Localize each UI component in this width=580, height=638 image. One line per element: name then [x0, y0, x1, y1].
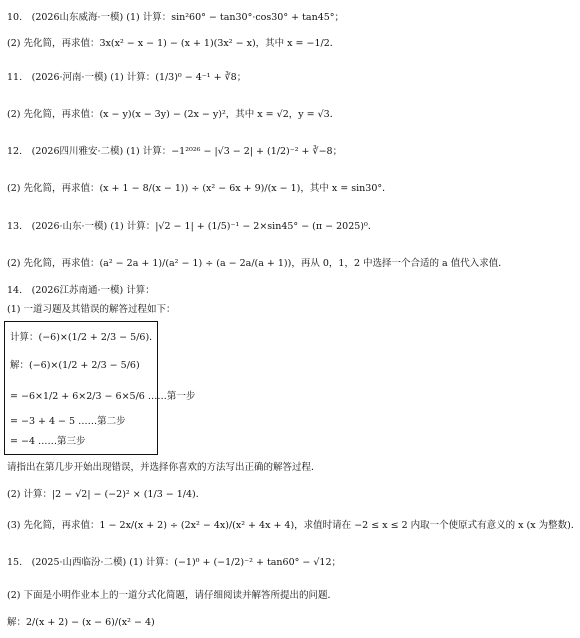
worked-solution-box [4, 321, 196, 455]
q13-part1: 13. (2026·山东·一模) (1) 计算：|√2 − 1| + (1/5)⁻¹ − 2×sin45° − (π − 2025)⁰． [7, 221, 378, 232]
box-line: = −3 + 4 − 5 ……第二步 [10, 416, 126, 427]
q15-part1: 15. (2025·山西临汾·二模) (1) 计算：(−1)⁰ + (−1/2)⁻² + tan60° − √12； [7, 557, 342, 568]
q11-part2: (2) 先化简，再求值：(x − y)(x − 3y) − (2x − y)²，其中 x = √2，y = √3． [7, 109, 340, 120]
q14-sub3: (3) 先化简，再求值：1 − 2x/(x + 2) ÷ (2x² − 4x)/(x² + 4x + 4)，求值时请在 −2 ≤ x ≤ 2 内取一个使原式有意义的 x (x 为整数)． [7, 520, 580, 531]
q14-header: 14. (2026江苏南通·一模) 计算： [7, 285, 155, 296]
q14-instruction: 请指出在第几步开始出现错误，并选择你喜欢的方法写出正确的解答过程． [7, 462, 321, 473]
box-line: = −4 ……第三步 [10, 436, 86, 447]
q10-part2: (2) 先化简，再求值：3x(x² − x − 1) − (x + 1)(3x² − x)，其中 x = −1/2． [7, 38, 340, 49]
q11-part1: 11. (2026·河南·一模) (1) 计算：(1/3)⁰ − 4⁻¹ + ∛8； [7, 72, 247, 83]
q15-part2: (2) 下面是小明作业本上的一道分式化简题，请仔细阅读并解答所提出的问题． [7, 590, 337, 601]
box-line: 解：(−6)×(1/2 + 2/3 − 5/6) [10, 360, 140, 371]
q14-sub2: (2) 计算：|2 − √2| − (−2)² × (1/3 − 1/4)． [7, 489, 206, 500]
box-line: 计算：(−6)×(1/2 + 2/3 − 5/6)． [10, 332, 159, 343]
q10-part1: 10. (2026山东威海·一模) (1) 计算：sin²60° − tan30°·cos30° + tan45°； [7, 12, 345, 23]
box-line: = −6×1/2 + 6×2/3 − 6×5/6 ……第一步 [10, 391, 196, 402]
q15-solution-start: 解：2/(x + 2) − (x − 6)/(x² − 4) [7, 617, 155, 628]
q12-part2: (2) 先化简，再求值：(x + 1 − 8/(x − 1)) ÷ (x² − 6x + 9)/(x − 1)，其中 x = sin30°． [7, 183, 392, 194]
q13-part2: (2) 先化简，再求值：(a² − 2a + 1)/(a² − 1) ÷ (a − 2a/(a + 1))，再从 0，1，2 中选择一个合适的 a 值代入求值． [7, 258, 508, 269]
q12-part1: 12. (2026四川雅安·二模) (1) 计算：−1²⁰²⁶ − |√3 − 2| + (1/2)⁻² + ∛−8； [7, 146, 343, 157]
q14-sub1: (1) 一道习题及其错误的解答过程如下： [7, 304, 176, 315]
